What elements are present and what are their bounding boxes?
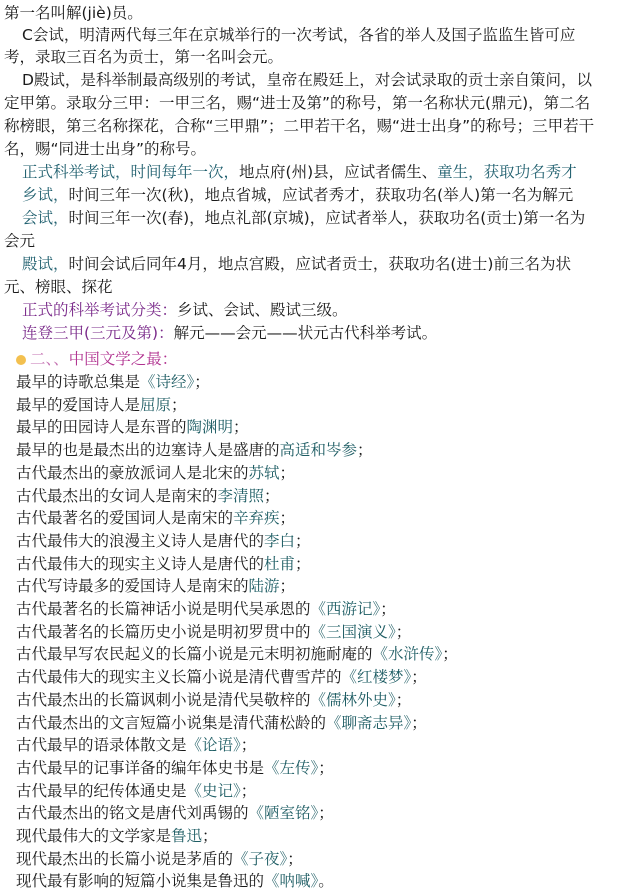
list-item-text: 古代最早的语录体散文是	[16, 736, 187, 755]
list-item-text: ；	[240, 781, 257, 800]
list-item-highlight: 《儒林外史》	[310, 690, 396, 709]
list-item-text: 最早的诗歌总集是	[16, 373, 141, 391]
list-item-text: ；	[295, 531, 311, 550]
list-item-highlight: 陆游	[248, 577, 280, 596]
intro-line-1: 第一名叫解(jiè)员。	[4, 4, 143, 22]
list-item	[16, 757, 334, 779]
list-item-highlight: 李白	[264, 531, 296, 550]
dianshi-line-1: D殿试，是科举制最高级别的考试，皇帝在殿廷上，对会试录取的贡士亲自策问，以	[22, 71, 592, 89]
list-item-text: ；	[233, 418, 249, 437]
list-item-text: ；	[318, 804, 334, 823]
list-item-text: 最早的爱国诗人是	[16, 395, 141, 414]
huishi-line-2: 考，录取三百名为贡士，第一名叫会元。	[4, 48, 284, 66]
list-item-text: 古代最伟大的浪漫主义诗人是唐代的	[16, 531, 265, 550]
list-item-highlight: 《红楼梦》	[341, 668, 412, 687]
summary-text: 乡试、会试、殿试三级。	[177, 301, 348, 319]
list-item-highlight: 杜甫	[264, 554, 296, 573]
list-item-text: 最早的田园诗人是东晋的	[16, 418, 187, 437]
list-item-text: 古代最著名的爱国词人是南宋的	[16, 509, 234, 528]
list-item-text: ；	[357, 441, 373, 460]
list-item	[16, 802, 334, 824]
list-item-text: ；	[318, 758, 334, 777]
summary-label: 连登三甲(三元及第)：	[22, 324, 174, 342]
list-item-highlight: 《水浒传》	[372, 645, 443, 664]
list-item-text: ；	[240, 736, 257, 755]
list-item	[16, 666, 427, 688]
list-item	[16, 416, 249, 438]
summary-label: 正式的科举考试分类：	[22, 301, 178, 319]
list-item	[16, 598, 396, 620]
list-item-text: 古代最杰出的女词人是南宋的	[16, 486, 218, 505]
exam-detail: 时间三年一次(秋)，地点省城，应试者秀才，获取功名(举人)第一名为解元	[68, 186, 574, 204]
list-item-text: ；	[279, 577, 296, 596]
list-item-highlight: 鲁迅	[171, 827, 203, 845]
list-item-text: 古代写诗最多的爱国诗人是南宋的	[16, 577, 249, 596]
list-item	[16, 780, 256, 802]
list-item-text: 古代最早的纪传体通史是	[16, 781, 187, 800]
list-item	[16, 870, 334, 892]
list-item-text: ；	[442, 645, 458, 664]
list-item-text: 现代最有影响的短篇小说集是鲁迅的	[16, 872, 265, 891]
exam-label: 会试，	[22, 209, 69, 227]
exam-label: 正式科举考试，	[22, 163, 131, 181]
list-item	[16, 485, 280, 507]
list-item-text: 古代最早的记事详备的编年体史书是	[16, 758, 265, 777]
list-item-text: 古代最著名的长篇神话小说是明代吴承恩的	[16, 600, 311, 618]
list-item	[16, 530, 311, 552]
list-item-text: 古代最杰出的长篇讽刺小说是清代吴敬梓的	[16, 690, 311, 709]
bullet-icon	[16, 355, 26, 365]
dianshi-line-2: 定甲第。录取分三甲：一甲三名，赐“进士及第”的称号，第一名称状元(鼎元)，第二名	[4, 94, 591, 112]
list-item	[16, 553, 311, 575]
exam-row-dianshi	[22, 253, 571, 275]
list-item-highlight: 苏轼	[248, 463, 280, 482]
exam-summary-1	[22, 299, 348, 321]
exam-row-huishi	[22, 207, 585, 229]
list-item	[16, 575, 295, 597]
exam-candidate: 童生，	[437, 163, 484, 181]
summary-text: 解元——会元——状元古代科举考试。	[173, 324, 438, 342]
list-item-highlight: 《论语》	[186, 736, 241, 755]
list-item-text: 古代最杰出的文言短篇小说集是清代蒲松龄的	[16, 713, 327, 732]
list-item-text: 。	[318, 872, 334, 891]
list-item-highlight: 《陋室铭》	[248, 804, 319, 823]
exam-title: 获取功名秀才	[483, 163, 577, 181]
list-item-text: 古代最伟大的现实主义诗人是唐代的	[16, 554, 265, 573]
list-item-text: 现代最伟大的文学家是	[16, 827, 172, 845]
exam-time: 时间每年一次，	[130, 163, 240, 181]
list-item-text: 最早的也是最杰出的边塞诗人是盛唐的	[16, 441, 280, 460]
list-item-text: ；	[171, 395, 187, 414]
exam-row-xiangshi	[22, 184, 573, 206]
list-item	[16, 712, 427, 734]
exam-place: 地点府(州)县，应试者儒生、	[239, 163, 438, 181]
list-item-highlight: 陶渊明	[186, 418, 234, 437]
list-item-text: ；	[279, 509, 296, 528]
dianshi-line-3: 称榜眼，第三名称探花，合称“三甲鼎”；二甲若干名，赐“进士出身”的称号；三甲若干	[4, 117, 595, 135]
list-item-highlight: 《诗经》	[140, 373, 195, 391]
list-item	[16, 734, 256, 756]
list-item-text: 古代最著名的长篇历史小说是明初罗贯中的	[16, 622, 311, 641]
list-item-highlight: 《聊斋志异》	[326, 713, 412, 732]
list-item-highlight: 《西游记》	[310, 600, 381, 618]
list-item	[16, 848, 303, 870]
list-item-text: 古代最杰出的豪放派词人是北宋的	[16, 463, 249, 482]
exam-label: 乡试，	[22, 186, 69, 204]
list-item	[16, 507, 295, 529]
list-item-text: ；	[279, 463, 296, 482]
section-title: 中国文学之最：	[68, 350, 178, 368]
list-item-text: ；	[202, 827, 218, 845]
list-item-text: ；	[411, 668, 427, 687]
list-item-text: 古代最伟大的现实主义长篇小说是清代曹雪芹的	[16, 668, 342, 687]
exam-detail: 时间三年一次(春)，地点礼部(京城)，应试者举人，获取功名(贡士)第一名为	[68, 209, 586, 227]
dianshi-line-4: 名，赐“同进士出身”的称号。	[4, 140, 207, 158]
list-item	[16, 439, 373, 461]
list-item-text: ；	[411, 713, 427, 732]
exam-row-dianshi-cont: 元、榜眼、探花	[4, 278, 113, 296]
section-heading	[16, 348, 177, 370]
list-item-highlight: 《左传》	[264, 758, 319, 777]
list-item	[16, 643, 458, 665]
list-item	[16, 371, 210, 393]
exam-row-tongshi	[22, 161, 577, 183]
list-item-text: 古代最杰出的铭文是唐代刘禹锡的	[16, 804, 249, 823]
list-item-highlight: 屈原	[140, 395, 172, 414]
list-item-highlight: 高适和岑参	[279, 441, 358, 460]
list-item-highlight: 《子夜》	[233, 849, 288, 868]
list-item	[16, 621, 411, 643]
exam-detail: 时间会试后同年4月，地点宫殿，应试者贡士，获取功名(进士)前三名为状	[68, 255, 571, 273]
list-item-text: ；	[395, 690, 412, 709]
list-item-text: ；	[264, 486, 280, 505]
list-item-text: ；	[380, 600, 396, 618]
list-item-text: ；	[395, 622, 412, 641]
list-item-highlight: 辛弃疾	[233, 509, 280, 528]
list-item-text: 现代最杰出的长篇小说是茅盾的	[16, 849, 234, 868]
list-item-text: ；	[194, 373, 210, 391]
list-item-highlight: 李清照	[217, 486, 265, 505]
exam-label: 殿试，	[22, 255, 69, 273]
list-item-highlight: 《史记》	[186, 781, 241, 800]
list-item	[16, 689, 411, 711]
list-item-highlight: 《呐喊》	[264, 872, 319, 891]
exam-row-huishi-cont: 会元	[4, 232, 36, 250]
section-prefix: 二、、	[30, 350, 69, 368]
list-item-text: ；	[287, 849, 303, 868]
exam-summary-2	[22, 322, 437, 344]
list-item	[16, 462, 295, 484]
list-item-text: 古代最早写农民起义的长篇小说是元末明初施耐庵的	[16, 645, 373, 664]
list-item	[16, 825, 218, 847]
list-item-highlight: 《三国演义》	[310, 622, 396, 641]
list-item-text: ；	[295, 554, 311, 573]
huishi-line-1: C会试，明清两代每三年在京城举行的一次考试，各省的举人及国子监监生皆可应	[22, 26, 576, 44]
list-item	[16, 394, 187, 416]
